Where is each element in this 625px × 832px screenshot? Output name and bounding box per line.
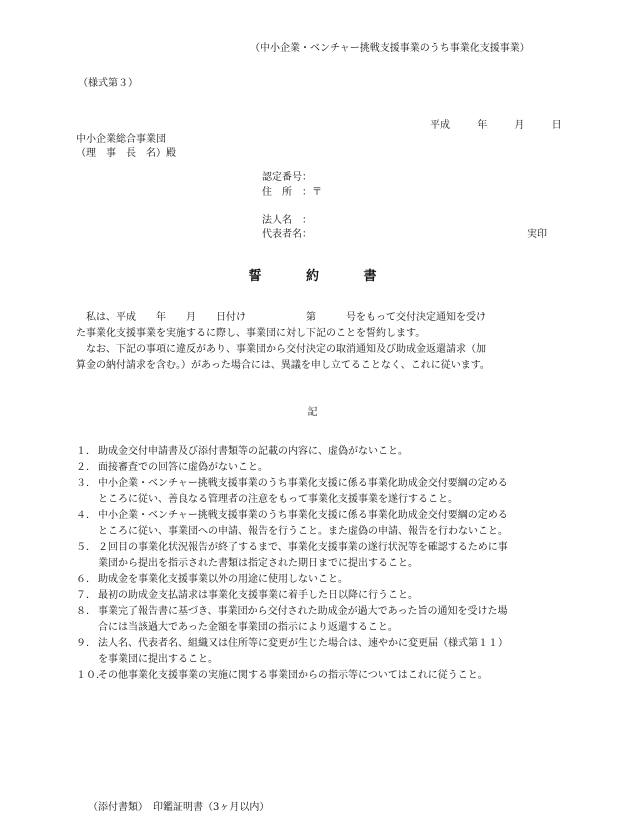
list-item-text (98, 636, 508, 668)
list-item (76, 540, 576, 572)
list-item-text (98, 540, 508, 572)
attachment-note: （添付書類） 印鑑証明書（3ヶ月以内） (88, 802, 270, 813)
pledge-line-2: た事業化支援事業を実施するに際し、事業団に対し下記のことを誓約します。 (76, 328, 426, 339)
list-item-text (98, 604, 508, 636)
title-char-2: 約 (305, 269, 319, 284)
pledge-items (76, 444, 576, 684)
list-item-number: ８． (76, 606, 96, 617)
list-item-text (98, 460, 268, 476)
list-item-number: ９． (76, 638, 96, 649)
list-item-line: 助成金を事業化支援事業以外の用途に使用しないこと。 (98, 574, 348, 585)
list-item-number: ４． (76, 510, 96, 521)
addressee-org: 中小企業総合事業団 (76, 134, 166, 145)
pledge-line-1: 私は、平成 年 月 日付け 第 号をもって交付決定通知を受け (86, 312, 486, 323)
list-item-text (98, 476, 508, 508)
list-item (76, 604, 576, 636)
header-note: （中小企業・ベンチャー挑戦支援事業のうち事業化支援事業） (250, 43, 530, 54)
list-item-line: ところに従い、事業団への申請、報告を行うこと。また虚偽の申請、報告を行わないこと。 (98, 526, 508, 537)
list-item-text (98, 508, 508, 540)
list-item-line: 業団から提出を指示された書類は指定された期日までに提出すること。 (98, 558, 418, 569)
list-item-line: 助成金交付申請書及び添付書類等の記載の内容に、虚偽がないこと。 (98, 446, 408, 457)
list-item-text (98, 668, 488, 684)
title-char-3: 書 (363, 269, 377, 284)
list-item (76, 460, 576, 476)
list-item-line: 中小企業・ベンチャー挑戦支援事業のうち事業化支援に係る事業化助成金交付要綱の定める (98, 478, 508, 489)
list-item-text (98, 588, 418, 604)
list-item (76, 668, 576, 684)
list-item-line: ２回目の事業化状況報告が終了するまで、事業化支援事業の遂行状況等を確認するために事 (98, 542, 508, 553)
pledge-paragraph (76, 310, 576, 374)
list-item (76, 508, 576, 540)
document-title (0, 265, 625, 284)
seal-label: 実印 (527, 229, 547, 240)
title-char-1: 誓 (248, 269, 262, 284)
corp-name-label: 法人名 ： (262, 215, 312, 226)
list-item-number: １０． (76, 670, 106, 681)
date-month: 月 (514, 120, 525, 131)
addressee-title: （理 事 長 名）殿 (76, 148, 176, 159)
list-item-line: 事業完了報告書に基づき、事業団から交付された助成金が過大であった旨の通知を受けた場 (98, 606, 508, 617)
date-line (430, 116, 562, 131)
list-item (76, 636, 576, 668)
date-year: 年 (477, 120, 488, 131)
list-item-text (98, 444, 408, 460)
list-item-line: 合には当該過大であった金額を事業団の指示により返還すること。 (98, 622, 398, 633)
list-item-line: を事業団に提出すること。 (98, 654, 218, 665)
date-day: 日 (551, 120, 562, 131)
list-item (76, 572, 576, 588)
list-item-number: ５． (76, 542, 96, 553)
ki-heading: 記 (307, 407, 318, 418)
list-item-line: 面接審査での回答に虚偽がないこと。 (98, 462, 268, 473)
list-item-text (98, 572, 348, 588)
list-item-number: ２． (76, 462, 96, 473)
list-item (76, 476, 576, 508)
list-item (76, 444, 576, 460)
list-item-line: その他事業化支援事業の実施に関する事業団からの指示等についてはこれに従うこと。 (98, 670, 488, 681)
pledge-line-4: 算金の納付請求を含む。）があった場合には、異議を申し立てることなく、これに従います。 (76, 360, 490, 371)
list-item-number: ６． (76, 574, 96, 585)
list-item-number: ３． (76, 478, 96, 489)
list-item-number: ７． (76, 590, 96, 601)
date-era: 平成 (430, 120, 450, 131)
address-label: 住 所 ：〒 (262, 187, 322, 198)
list-item-line: ところに従い、善良なる管理者の注意をもって事業化支援事業を遂行すること。 (98, 494, 458, 505)
list-item-number: １． (76, 446, 96, 457)
list-item-line: 法人名、代表者名、組織又は住所等に変更が生じた場合は、速やかに変更届（様式第１１） (98, 638, 508, 649)
rep-name-label: 代表者名： (262, 229, 312, 240)
form-number: （様式第３） (78, 78, 138, 89)
pledge-line-3: なお、下記の事項に違反があり、事業団から交付決定の取消通知及び助成金返還請求（加 (86, 344, 486, 355)
list-item (76, 588, 576, 604)
list-item-line: 最初の助成金支払請求は事業化支援事業に着手した日以降に行うこと。 (98, 590, 418, 601)
cert-number-label: 認定番号： (262, 172, 312, 183)
list-item-line: 中小企業・ベンチャー挑戦支援事業のうち事業化支援に係る事業化助成金交付要綱の定める (98, 510, 508, 521)
